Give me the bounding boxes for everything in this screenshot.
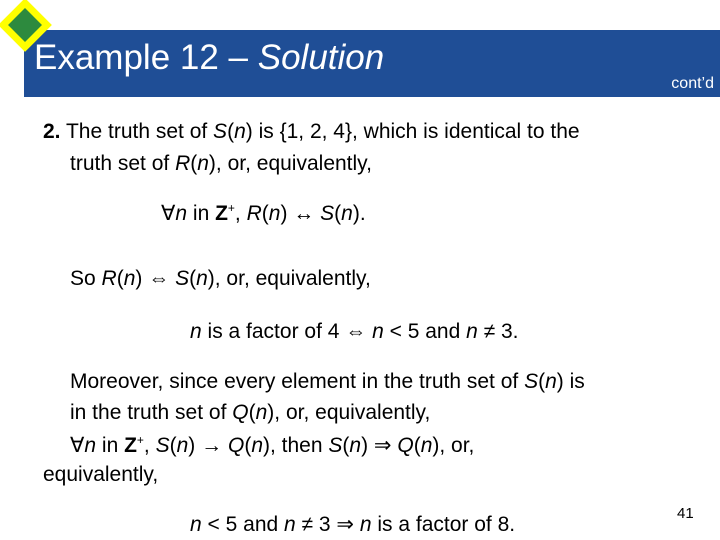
line-5: n is a factor of 4 ⇔ n < 5 and n ≠ 3. xyxy=(190,320,519,343)
contd-label: cont’d xyxy=(671,75,714,92)
line-3: ∀n in Z+, R(n) ↔ S(n). xyxy=(161,201,366,225)
line-10: n < 5 and n ≠ 3 ⇒ n is a factor of 8. xyxy=(190,513,516,536)
line-7: in the truth set of Q(n), or, equivalently, xyxy=(70,401,431,424)
line-1: 2. The truth set of S(n) is {1, 2, 4}, which is identical to the xyxy=(43,120,580,143)
line-2: truth set of R(n), or, equivalently, xyxy=(70,152,372,175)
line-6: Moreover, since every element in the truth set of S(n) is xyxy=(70,370,585,393)
line-9: equivalently, xyxy=(43,463,159,486)
line-4: So R(n) ⇔ S(n), or, equivalently, xyxy=(70,267,371,290)
page-number: 41 xyxy=(677,505,694,522)
line-8: ∀n in Z+, S(n) → Q(n), then S(n) ⇒ Q(n), or, xyxy=(70,433,475,457)
slide-title: Example 12 – Solution xyxy=(34,38,385,77)
